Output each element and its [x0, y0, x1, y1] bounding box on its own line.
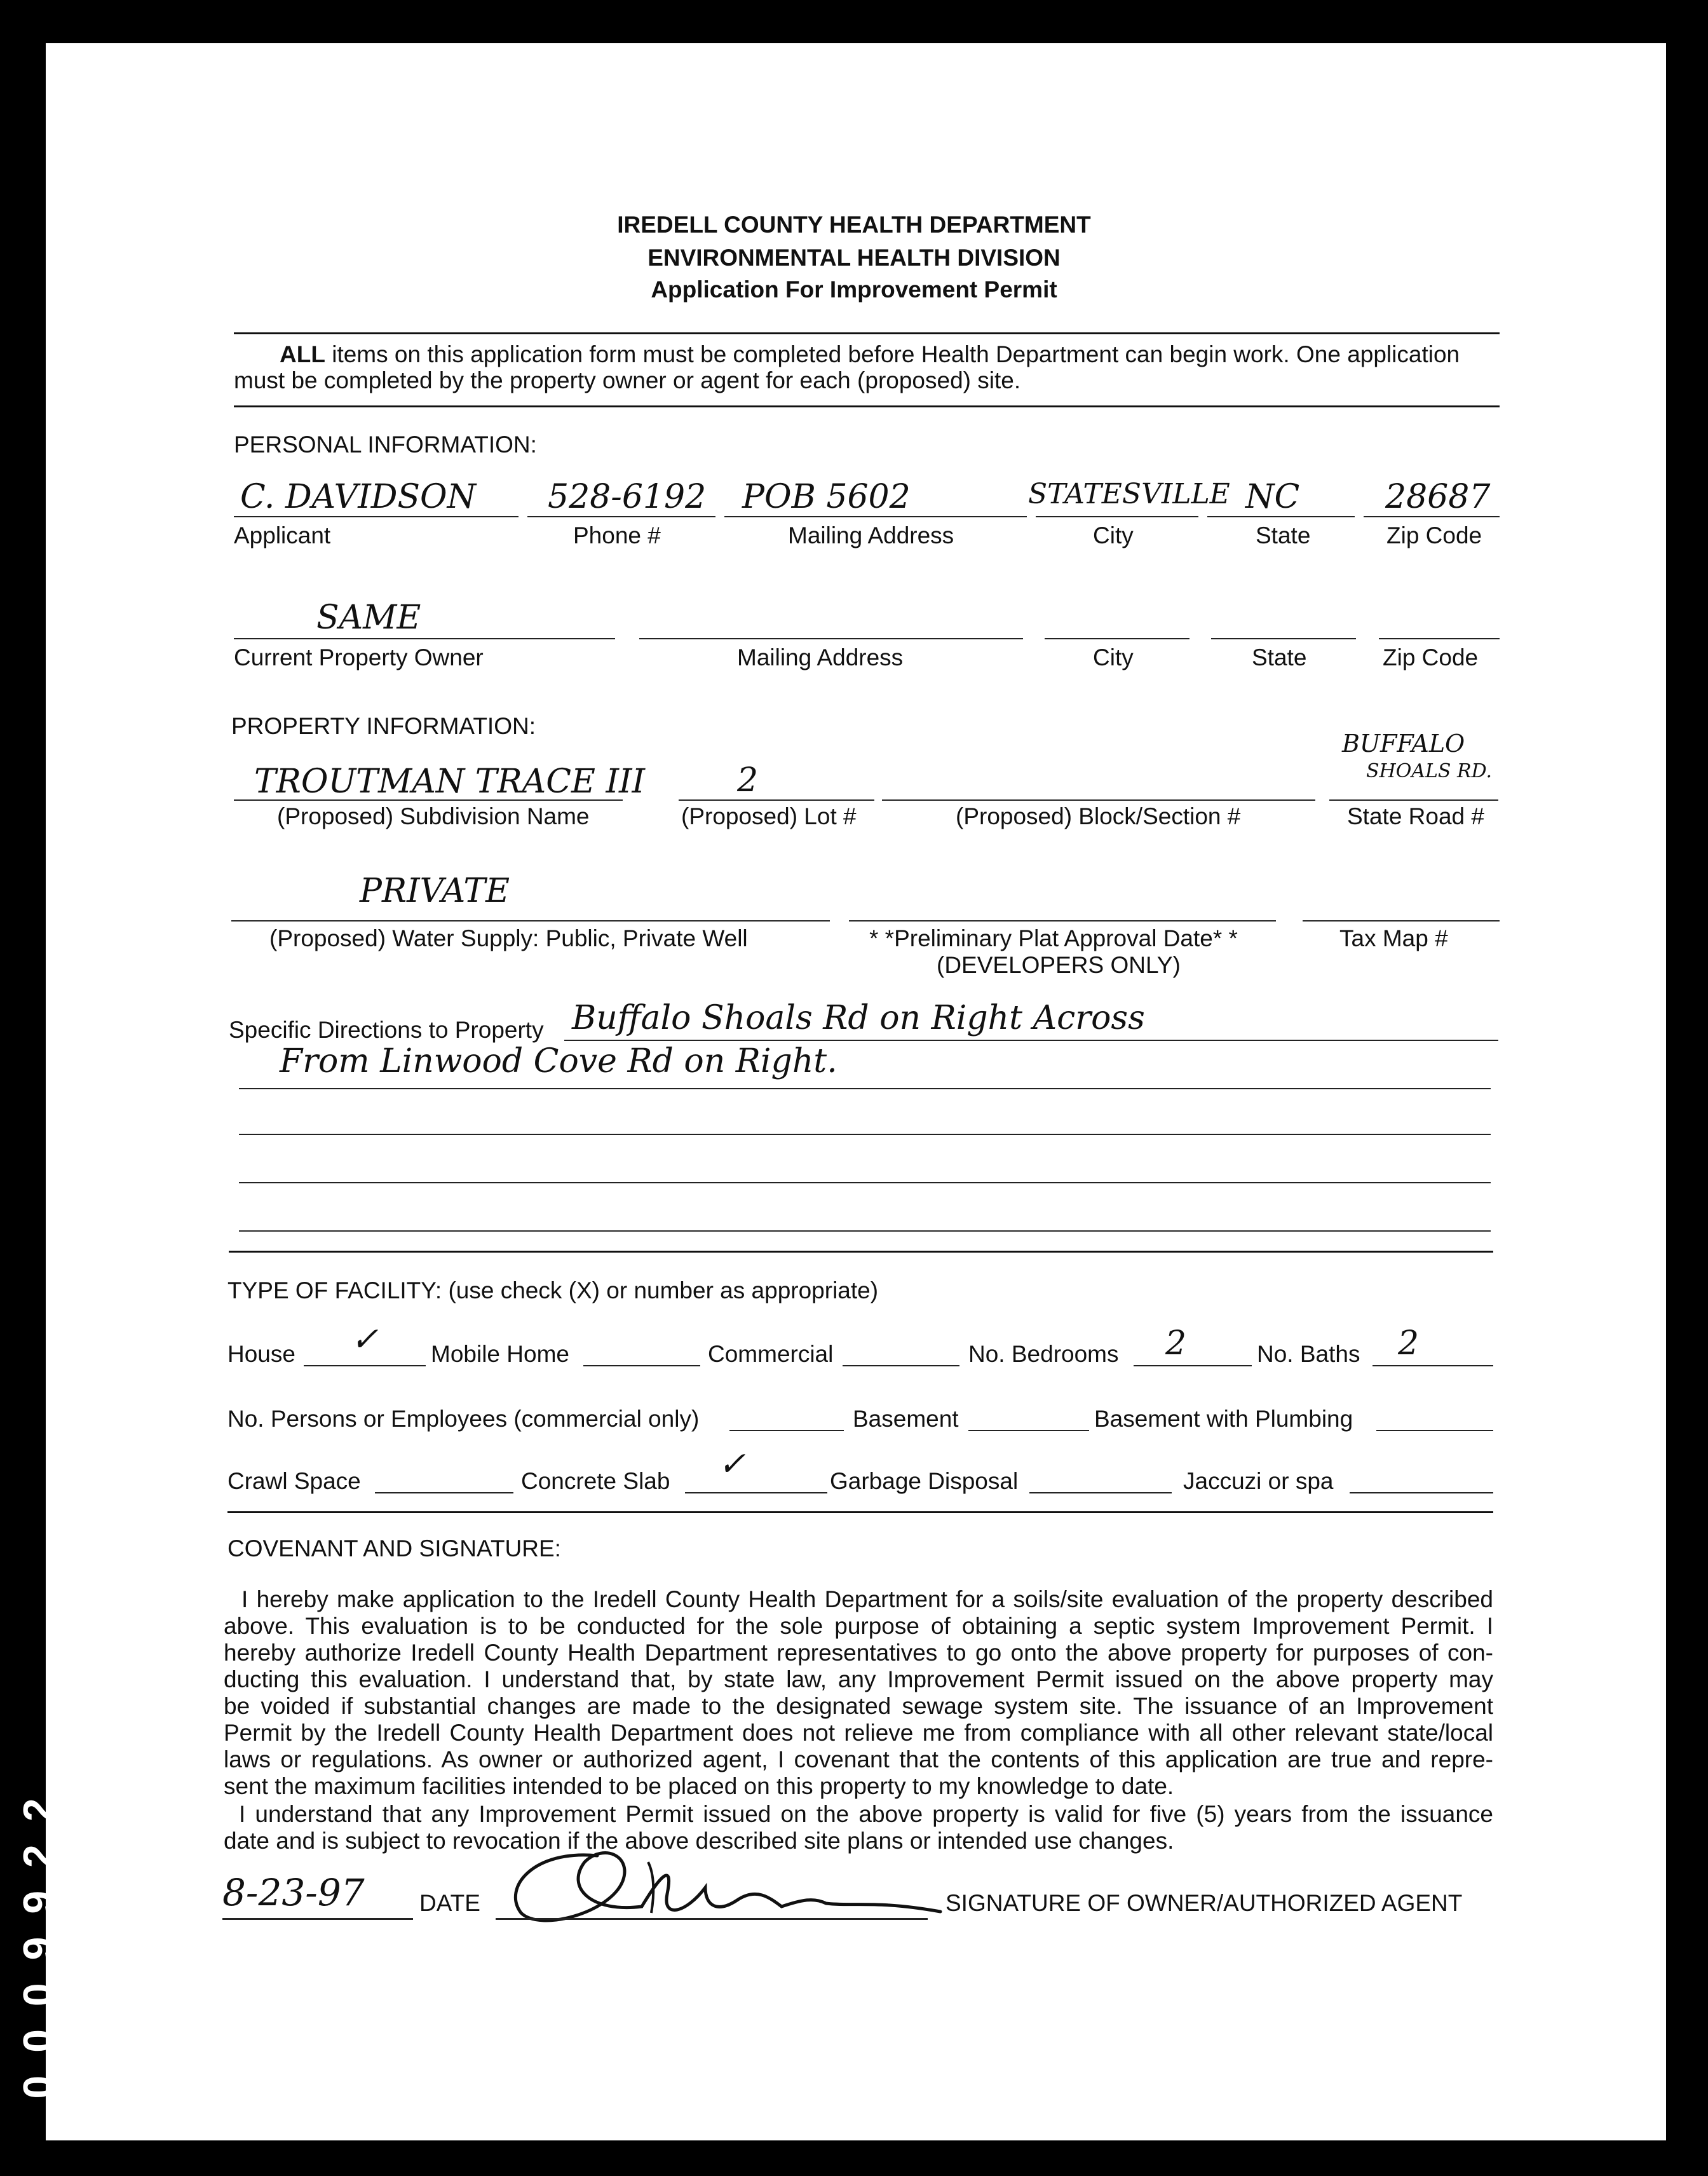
applicant-label: Applicant [234, 522, 331, 548]
intro-bold: ALL [280, 341, 325, 367]
jacuzzi-label: Jaccuzi or spa [1183, 1468, 1334, 1494]
zip-value[interactable]: 28687 [1385, 478, 1491, 516]
divider [229, 1251, 1493, 1253]
mobile-label: Mobile Home [431, 1341, 569, 1367]
mailing-line [724, 516, 1027, 517]
state-value[interactable]: NC [1245, 478, 1300, 516]
signature-line [496, 1918, 928, 1920]
lot-line [679, 799, 874, 801]
plat-line [849, 920, 1276, 921]
covenant-line: above. This evaluation is to be conducted for the sole purpose of obtaining a septic system Improvement Permit. I [224, 1613, 1493, 1639]
commercial-line [843, 1365, 959, 1366]
garbage-label: Garbage Disposal [830, 1468, 1019, 1494]
mailing-label: Mailing Address [788, 522, 954, 548]
jacuzzi-line [1350, 1492, 1493, 1493]
covenant-line: I hereby make application to the Iredell County Health Department for a soils/site evaluation of the property described [241, 1586, 1493, 1612]
lot-value[interactable]: 2 [737, 761, 759, 799]
owner-mailing-line [639, 638, 1023, 639]
divider [234, 405, 1500, 407]
persons-label: No. Persons or Employees (commercial only) [227, 1406, 700, 1432]
facility-heading: TYPE OF FACILITY: (use check (X) or number as appropriate) [227, 1277, 879, 1303]
owner-zip-label: Zip Code [1383, 644, 1479, 670]
slab-check[interactable]: ✓ [718, 1445, 746, 1483]
header-form-title: Application For Improvement Permit [651, 276, 1057, 303]
owner-line [234, 638, 615, 639]
owner-state-label: State [1252, 644, 1307, 670]
city-label: City [1093, 522, 1134, 548]
directions-line-1 [564, 1040, 1498, 1041]
road-line [1329, 799, 1498, 801]
taxmap-label: Tax Map # [1339, 925, 1448, 951]
block-line [882, 799, 1315, 801]
owner-city-line [1045, 638, 1190, 639]
basement-label: Basement [853, 1406, 959, 1432]
owner-zip-line [1379, 638, 1500, 639]
basement-plumbing-line [1376, 1430, 1493, 1431]
directions-line-2 [239, 1088, 1491, 1089]
lot-label: (Proposed) Lot # [681, 803, 857, 829]
covenant-line: date and is subject to revocation if the above described site plans or intended use changes. [224, 1828, 1174, 1854]
slab-label: Concrete Slab [521, 1468, 670, 1494]
directions-value-line-1[interactable]: Buffalo Shoals Rd on Right Across [572, 999, 1145, 1037]
road-value-line-2[interactable]: SHOALS RD. [1366, 760, 1493, 782]
basement-line [968, 1430, 1089, 1431]
baths-label: No. Baths [1257, 1341, 1360, 1367]
state-label: State [1256, 522, 1311, 548]
persons-line [729, 1430, 844, 1431]
directions-line-4 [239, 1182, 1491, 1183]
subdivision-line [234, 799, 623, 801]
subdivision-label: (Proposed) Subdivision Name [277, 803, 590, 829]
directions-line-3 [239, 1134, 1491, 1135]
directions-line-5 [239, 1230, 1491, 1232]
basement-plumbing-label: Basement with Plumbing [1094, 1406, 1353, 1432]
house-line [304, 1365, 426, 1366]
covenant-line: sent the maximum facilities intended to be placed on this property to my knowledge to date. [224, 1773, 1174, 1799]
divider [234, 332, 1500, 334]
intro-line-1 [280, 341, 1460, 368]
covenant-heading: COVENANT AND SIGNATURE: [227, 1535, 561, 1561]
directions-value-line-2[interactable]: From Linwood Cove Rd on Right. [280, 1042, 837, 1080]
covenant-line: be voided if substantial changes are made to the designated sewage system site. The issuance of an Improvement [224, 1693, 1493, 1719]
plat-sublabel: (DEVELOPERS ONLY) [937, 952, 1181, 978]
intro-text: items on this application form must be completed before Health Department can begin work. One application [325, 341, 1460, 367]
house-check[interactable]: ✓ [351, 1321, 379, 1359]
crawl-line [375, 1492, 513, 1493]
garbage-line [1029, 1492, 1172, 1493]
owner-city-label: City [1093, 644, 1134, 670]
baths-line [1372, 1365, 1493, 1366]
side-stamp-number: 0009922 [14, 1775, 62, 2099]
city-value[interactable]: STATESVILLE [1028, 478, 1230, 510]
covenant-line: hereby authorize Iredell County Health Department representatives to go onto the above property for purposes of con- [224, 1640, 1493, 1666]
commercial-label: Commercial [708, 1341, 834, 1367]
directions-label: Specific Directions to Property [229, 1017, 544, 1043]
date-value[interactable]: 8-23-97 [222, 1871, 365, 1914]
owner-label: Current Property Owner [234, 644, 484, 670]
personal-heading: PERSONAL INFORMATION: [234, 432, 537, 458]
covenant-line: I understand that any Improvement Permit issued on the above property is valid for five (5) years from the issuance [239, 1801, 1493, 1827]
owner-mailing-label: Mailing Address [737, 644, 904, 670]
divider [227, 1511, 1493, 1513]
bedrooms-label: No. Bedrooms [968, 1341, 1119, 1367]
covenant-line: laws or regulations. As owner or authorized agent, I covenant that the contents of this application are true and repre- [224, 1746, 1493, 1772]
date-label: DATE [419, 1890, 480, 1916]
date-line [222, 1918, 413, 1920]
applicant-line [234, 516, 518, 517]
owner-value[interactable]: SAME [316, 599, 421, 637]
city-line [1036, 516, 1198, 517]
property-heading: PROPERTY INFORMATION: [231, 713, 536, 739]
road-value-line-1[interactable]: BUFFALO [1342, 730, 1465, 758]
header-division: ENVIRONMENTAL HEALTH DIVISION [647, 245, 1061, 271]
plat-label: * *Preliminary Plat Approval Date* * [869, 925, 1238, 951]
covenant-line: ducting this evaluation. I understand that, by state law, any Improvement Permit issued on the above property may [224, 1666, 1493, 1692]
phone-line [527, 516, 715, 517]
road-label: State Road # [1347, 803, 1484, 829]
bedrooms-line [1134, 1365, 1252, 1366]
intro-line-2: must be completed by the property owner or agent for each (proposed) site. [234, 367, 1021, 393]
baths-value[interactable]: 2 [1398, 1324, 1420, 1363]
zip-line [1364, 516, 1500, 517]
crawl-label: Crawl Space [227, 1468, 361, 1494]
house-label: House [227, 1341, 295, 1367]
water-line [231, 920, 830, 921]
slab-line [685, 1492, 827, 1493]
water-label: (Proposed) Water Supply: Public, Private Well [269, 925, 748, 951]
taxmap-line [1303, 920, 1500, 921]
subdivision-value[interactable]: TROUTMAN TRACE III [254, 763, 646, 801]
owner-state-line [1211, 638, 1356, 639]
covenant-line: Permit by the Iredell County Health Department does not relieve me from compliance with all other relevant state/local [224, 1720, 1493, 1746]
applicant-value[interactable]: C. DAVIDSON [240, 478, 477, 516]
state-line [1207, 516, 1355, 517]
phone-label: Phone # [573, 522, 661, 548]
header-department: IREDELL COUNTY HEALTH DEPARTMENT [617, 212, 1091, 238]
block-label: (Proposed) Block/Section # [956, 803, 1241, 829]
zip-label: Zip Code [1386, 522, 1482, 548]
water-value[interactable]: PRIVATE [360, 872, 510, 910]
phone-value[interactable]: 528-6192 [548, 478, 707, 516]
mobile-line [583, 1365, 700, 1366]
bedrooms-value[interactable]: 2 [1165, 1324, 1187, 1363]
mailing-value[interactable]: POB 5602 [742, 478, 911, 516]
signature-label: SIGNATURE OF OWNER/AUTHORIZED AGENT [946, 1890, 1463, 1916]
